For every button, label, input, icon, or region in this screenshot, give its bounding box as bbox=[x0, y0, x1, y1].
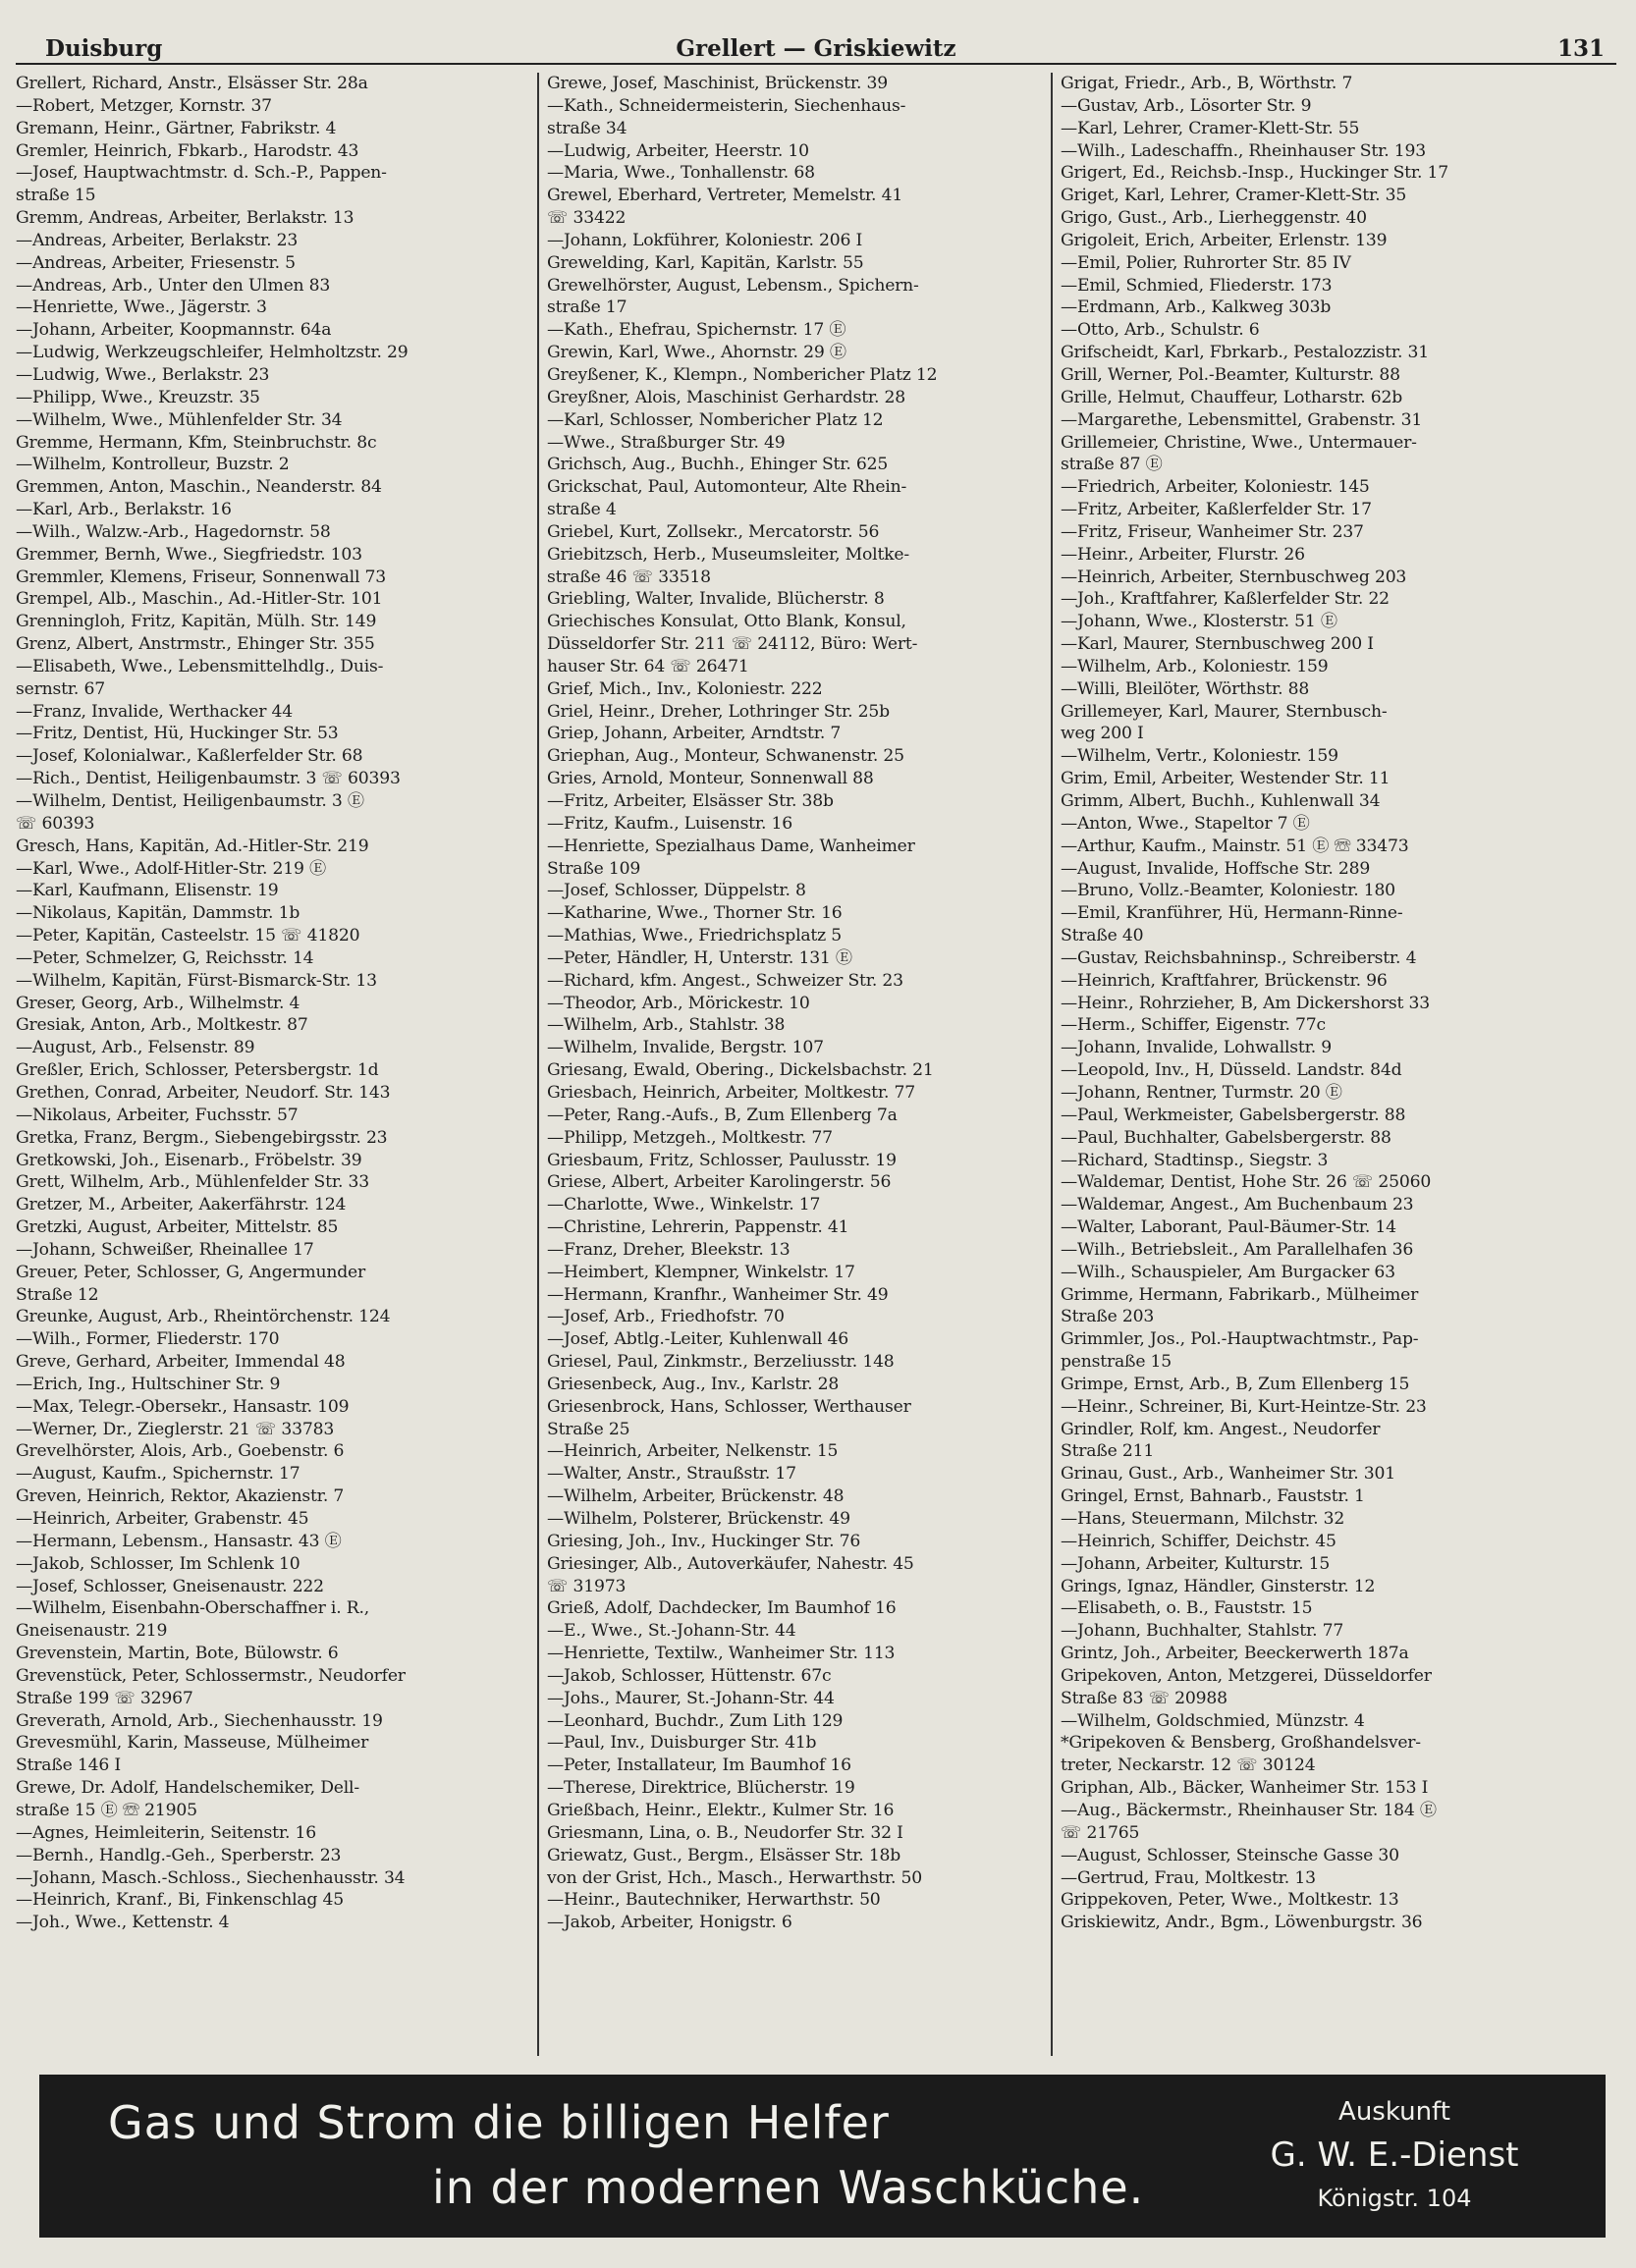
directory-entry: Gremmer, Bernh, Wwe., Siegfriedstr. 103 bbox=[16, 544, 362, 565]
directory-entry: —Hans, Steuermann, Milchstr. 32 bbox=[1061, 1509, 1345, 1529]
directory-entry: von der Grist, Hch., Masch., Herwarthstr. 50 bbox=[547, 1867, 922, 1888]
directory-entry: Grillemeier, Christine, Wwe., Untermauer- bbox=[1061, 432, 1417, 453]
directory-entry: —Wilhelm, Eisenbahn-Oberschaffner i. R., bbox=[16, 1598, 369, 1619]
directory-entry: Greser, Georg, Arb., Wilhelmstr. 4 bbox=[16, 993, 300, 1013]
directory-entry: Grindler, Rolf, km. Angest., Neudorfer bbox=[1061, 1419, 1381, 1439]
directory-entry: —Josef, Schlosser, Düppelstr. 8 bbox=[547, 881, 806, 901]
directory-entry: Gringel, Ernst, Bahnarb., Fauststr. 1 bbox=[1061, 1486, 1365, 1507]
directory-entry: Grief, Mich., Inv., Koloniestr. 222 bbox=[547, 678, 823, 699]
directory-entry: Grewin, Karl, Wwe., Ahornstr. 29 Ⓔ bbox=[547, 343, 846, 363]
directory-entry: —Karl, Schlosser, Nombericher Platz 12 bbox=[547, 409, 884, 430]
directory-entry: Grewel, Eberhard, Vertreter, Memelstr. 41 bbox=[547, 186, 903, 206]
directory-entry: —Walter, Anstr., Straußstr. 17 bbox=[547, 1464, 796, 1485]
directory-entry: —Gustav, Reichsbahninsp., Schreiberstr. 4 bbox=[1061, 947, 1417, 968]
directory-entry: —Wilhelm, Goldschmied, Münzstr. 4 bbox=[1061, 1710, 1365, 1731]
directory-entry: —Hermann, Lebensm., Hansastr. 43 Ⓔ bbox=[16, 1531, 342, 1551]
directory-entry: —Gustav, Arb., Lösorter Str. 9 bbox=[1061, 95, 1312, 116]
directory-entry: Grimm, Albert, Buchh., Kuhlenwall 34 bbox=[1061, 791, 1381, 811]
directory-entry: —Henriette, Wwe., Jägerstr. 3 bbox=[16, 297, 267, 318]
directory-entry: *Gripekoven & Bensberg, Großhandelsver- bbox=[1061, 1733, 1421, 1754]
directory-entry: —Karl, Wwe., Adolf-Hitler-Str. 219 Ⓔ bbox=[16, 858, 326, 879]
directory-entry: —Friedrich, Arbeiter, Koloniestr. 145 bbox=[1061, 477, 1370, 498]
directory-entry: —Josef, Arb., Friedhofstr. 70 bbox=[547, 1307, 785, 1327]
directory-entry: Gremann, Heinr., Gärtner, Fabrikstr. 4 bbox=[16, 118, 337, 138]
directory-entry: Griesbach, Heinrich, Arbeiter, Moltkestr. 77 bbox=[547, 1082, 915, 1103]
directory-entry: —Jakob, Schlosser, Im Schlenk 10 bbox=[16, 1553, 300, 1574]
directory-entry: Gripekoven, Anton, Metzgerei, Düsseldorfer bbox=[1061, 1665, 1432, 1686]
directory-entry: Grewe, Dr. Adolf, Handelschemiker, Dell- bbox=[16, 1778, 359, 1799]
directory-entry: —Wilh., Betriebsleit., Am Parallelhafen 36 bbox=[1061, 1239, 1414, 1260]
directory-entry: penstraße 15 bbox=[1061, 1352, 1172, 1373]
directory-entry: Grigoleit, Erich, Arbeiter, Erlenstr. 139 bbox=[1061, 230, 1388, 250]
directory-entry: treter, Neckarstr. 12 ☏ 30124 bbox=[1061, 1755, 1316, 1776]
directory-entry: Straße 146 I bbox=[16, 1755, 121, 1776]
directory-entry: —Christine, Lehrerin, Pappenstr. 41 bbox=[547, 1217, 849, 1238]
directory-entry: —Kath., Ehefrau, Spichernstr. 17 Ⓔ bbox=[547, 320, 846, 341]
directory-entry: —Leopold, Inv., H, Düsseld. Landstr. 84d bbox=[1061, 1060, 1402, 1081]
directory-entry: —Joh., Kraftfahrer, Kaßlerfelder Str. 22 bbox=[1061, 589, 1390, 610]
directory-entry: Gresiak, Anton, Arb., Moltkestr. 87 bbox=[16, 1015, 308, 1036]
directory-entry: —Elisabeth, Wwe., Lebensmittelhdlg., Duis- bbox=[16, 656, 384, 676]
directory-entry: —Henriette, Textilw., Wanheimer Str. 113 bbox=[547, 1644, 896, 1664]
column-2 bbox=[537, 73, 1050, 2056]
directory-entry: —Nikolaus, Arbeiter, Fuchsstr. 57 bbox=[16, 1105, 299, 1125]
directory-entry: —Heimbert, Klempner, Winkelstr. 17 bbox=[547, 1262, 855, 1282]
directory-entry: —Philipp, Metzgeh., Moltkestr. 77 bbox=[547, 1127, 833, 1148]
directory-entry: —Andreas, Arbeiter, Friesenstr. 5 bbox=[16, 252, 296, 273]
directory-entry: Greunke, August, Arb., Rheintörchenstr. 124 bbox=[16, 1307, 391, 1327]
directory-entry: Greve, Gerhard, Arbeiter, Immendal 48 bbox=[16, 1352, 346, 1373]
directory-entry: Grenningloh, Fritz, Kapitän, Mülh. Str. 149 bbox=[16, 612, 377, 632]
directory-entry: Grevelhörster, Alois, Arb., Goebenstr. 6 bbox=[16, 1441, 345, 1462]
directory-entry: Greverath, Arnold, Arb., Siechenhausstr. 19 bbox=[16, 1710, 383, 1731]
directory-entry: —Heinr., Bautechniker, Herwarthstr. 50 bbox=[547, 1890, 881, 1911]
directory-entry: —Fritz, Arbeiter, Elsässer Str. 38b bbox=[547, 791, 834, 811]
directory-entry: sernstr. 67 bbox=[16, 678, 105, 699]
directory-entry: —Karl, Lehrer, Cramer-Klett-Str. 55 bbox=[1061, 118, 1360, 138]
directory-entry: —E., Wwe., St.-Johann-Str. 44 bbox=[547, 1621, 796, 1642]
directory-entry: Straße 211 bbox=[1061, 1441, 1155, 1462]
directory-entry: Greven, Heinrich, Rektor, Akazienstr. 7 bbox=[16, 1486, 345, 1507]
directory-entry: Grießbach, Heinr., Elektr., Kulmer Str. 16 bbox=[547, 1800, 895, 1820]
directory-entry: —Richard, Stadtinsp., Siegstr. 3 bbox=[1061, 1150, 1329, 1170]
directory-entry: —Heinrich, Kraftfahrer, Brückenstr. 96 bbox=[1061, 970, 1388, 991]
directory-entry: —Fritz, Arbeiter, Kaßlerfelder Str. 17 bbox=[1061, 500, 1372, 520]
directory-entry: Griesing, Joh., Inv., Huckinger Str. 76 bbox=[547, 1531, 861, 1551]
directory-entry: —Heinrich, Arbeiter, Sternbuschweg 203 bbox=[1061, 567, 1407, 587]
directory-entry: —Richard, kfm. Angest., Schweizer Str. 23 bbox=[547, 970, 903, 991]
directory-entry: —Johann, Invalide, Lohwallstr. 9 bbox=[1061, 1038, 1333, 1058]
directory-entry: —Peter, Kapitän, Casteelstr. 15 ☏ 41820 bbox=[16, 926, 360, 946]
directory-entry: Grevenstein, Martin, Bote, Bülowstr. 6 bbox=[16, 1644, 339, 1664]
directory-entry: Grichsch, Aug., Buchh., Ehinger Str. 625 bbox=[547, 455, 889, 475]
directory-entry: Gretka, Franz, Bergm., Siebengebirgsstr. 23 bbox=[16, 1127, 388, 1148]
ad-slogan-line-1: Gas und Strom die billigen Helfer bbox=[108, 2096, 890, 2149]
directory-entry: Grigat, Friedr., Arb., B, Wörthstr. 7 bbox=[1061, 74, 1353, 93]
directory-entry: —Waldemar, Angest., Am Buchenbaum 23 bbox=[1061, 1195, 1414, 1215]
directory-entry: Grewe, Josef, Maschinist, Brückenstr. 39 bbox=[547, 74, 888, 93]
directory-entry: —Herm., Schiffer, Eigenstr. 77c bbox=[1061, 1015, 1326, 1036]
directory-entry: Grempel, Alb., Maschin., Ad.-Hitler-Str. 101 bbox=[16, 589, 383, 610]
directory-entry: —Bruno, Vollz.-Beamter, Koloniestr. 180 bbox=[1061, 881, 1395, 901]
directory-entry: Grinau, Gust., Arb., Wanheimer Str. 301 bbox=[1061, 1464, 1396, 1485]
directory-entry: Gremmler, Klemens, Friseur, Sonnenwall 73 bbox=[16, 567, 386, 587]
directory-entry: straße 87 Ⓔ bbox=[1061, 455, 1163, 475]
directory-entry: Grintz, Joh., Arbeiter, Beeckerwerth 187a bbox=[1061, 1644, 1409, 1664]
directory-entry: Greuer, Peter, Schlosser, G, Angermunder bbox=[16, 1262, 366, 1282]
directory-entry: Grifscheidt, Karl, Fbrkarb., Pestalozzistr. 31 bbox=[1061, 343, 1430, 363]
directory-entry: ☏ 21765 bbox=[1061, 1822, 1140, 1843]
directory-entry: —Peter, Schmelzer, G, Reichsstr. 14 bbox=[16, 947, 314, 968]
directory-entry: Griewatz, Gust., Bergm., Elsässer Str. 18b bbox=[547, 1845, 901, 1865]
directory-entry: —Johann, Buchhalter, Stahlstr. 77 bbox=[1061, 1621, 1344, 1642]
directory-entry: —August, Arb., Felsenstr. 89 bbox=[16, 1038, 255, 1058]
directory-entry: Griesinger, Alb., Autoverkäufer, Nahestr. 45 bbox=[547, 1553, 914, 1574]
directory-entry: Straße 199 ☏ 32967 bbox=[16, 1688, 193, 1708]
directory-entry: —Gertrud, Frau, Moltkestr. 13 bbox=[1061, 1867, 1316, 1888]
directory-entry: —Johann, Masch.-Schloss., Siechenhausstr. 34 bbox=[16, 1867, 406, 1888]
directory-entry: —Wilh., Ladeschaffn., Rheinhauser Str. 193 bbox=[1061, 140, 1426, 161]
directory-entry: Gretzki, August, Arbeiter, Mittelstr. 85 bbox=[16, 1217, 339, 1238]
column-3 bbox=[1051, 73, 1622, 2056]
directory-entry: Gries, Arnold, Monteur, Sonnenwall 88 bbox=[547, 769, 874, 789]
directory-entry: —Paul, Buchhalter, Gabelsbergerstr. 88 bbox=[1061, 1127, 1391, 1148]
directory-entry: —Fritz, Dentist, Hü, Huckinger Str. 53 bbox=[16, 724, 339, 744]
directory-entry: —Anton, Wwe., Stapeltor 7 Ⓔ bbox=[1061, 813, 1310, 834]
directory-entry: straße 34 bbox=[547, 118, 627, 138]
directory-entry: Grevesmühl, Karin, Masseuse, Mülheimer bbox=[16, 1733, 369, 1754]
directory-entry: Straße 12 bbox=[16, 1284, 99, 1305]
directory-entry: Grewelhörster, August, Lebensm., Spichern- bbox=[547, 275, 919, 296]
directory-entry: —Agnes, Heimleiterin, Seitenstr. 16 bbox=[16, 1822, 316, 1843]
directory-entry: —Henriette, Spezialhaus Dame, Wanheimer bbox=[547, 836, 915, 856]
directory-entry: weg 200 I bbox=[1061, 724, 1144, 744]
directory-entry: —Emil, Polier, Ruhrorter Str. 85 IV bbox=[1061, 252, 1351, 273]
directory-entry: Griget, Karl, Lehrer, Cramer-Klett-Str. 35 bbox=[1061, 186, 1407, 206]
directory-entry: —Leonhard, Buchdr., Zum Lith 129 bbox=[547, 1710, 844, 1731]
directory-entry: —Elisabeth, o. B., Fauststr. 15 bbox=[1061, 1598, 1313, 1619]
directory-entry: Greßler, Erich, Schlosser, Petersbergstr. 1d bbox=[16, 1060, 379, 1081]
directory-entry: Grethen, Conrad, Arbeiter, Neudorf. Str. 143 bbox=[16, 1082, 391, 1103]
ad-contact bbox=[1198, 2092, 1591, 2218]
directory-entry: Gremme, Hermann, Kfm, Steinbruchstr. 8c bbox=[16, 432, 377, 453]
directory-entry: Grett, Wilhelm, Arb., Mühlenfelder Str. 33 bbox=[16, 1172, 369, 1193]
directory-entry: Griephan, Aug., Monteur, Schwanenstr. 25 bbox=[547, 746, 904, 767]
directory-entry: straße 15 bbox=[16, 186, 96, 206]
directory-entry: Grigert, Ed., Reichsb.-Insp., Huckinger Str. 17 bbox=[1061, 163, 1449, 184]
directory-entry: Grigo, Gust., Arb., Lierheggenstr. 40 bbox=[1061, 208, 1367, 229]
directory-entry: —Walter, Laborant, Paul-Bäumer-Str. 14 bbox=[1061, 1217, 1396, 1238]
directory-entry: —Heinr., Arbeiter, Flurstr. 26 bbox=[1061, 544, 1305, 565]
directory-entry: —Johs., Maurer, St.-Johann-Str. 44 bbox=[547, 1688, 835, 1708]
ad-contact-name: G. W. E.-Dienst bbox=[1270, 2135, 1519, 2175]
directory-entry: —Aug., Bäckermstr., Rheinhauser Str. 184 Ⓔ bbox=[1061, 1800, 1437, 1820]
directory-entry: straße 15 Ⓔ ☏ 21905 bbox=[16, 1800, 197, 1820]
directory-entry: —Jakob, Schlosser, Hüttenstr. 67c bbox=[547, 1665, 832, 1686]
directory-entry: —Waldemar, Dentist, Hohe Str. 26 ☏ 25060 bbox=[1061, 1172, 1432, 1193]
ad-slogan-line-2: in der modernen Waschküche. bbox=[432, 2161, 1145, 2214]
directory-entry: —Paul, Werkmeister, Gabelsbergerstr. 88 bbox=[1061, 1105, 1406, 1125]
directory-entry: —Emil, Schmied, Fliederstr. 173 bbox=[1061, 275, 1333, 296]
directory-entry: Grillemeyer, Karl, Maurer, Sternbusch- bbox=[1061, 701, 1388, 722]
directory-entry: —Johann, Lokführer, Koloniestr. 206 I bbox=[547, 230, 863, 250]
advertisement-banner bbox=[39, 2075, 1606, 2238]
directory-entry: Gretzer, M., Arbeiter, Aakerfährstr. 124 bbox=[16, 1195, 347, 1215]
directory-entry: Grenz, Albert, Anstrmstr., Ehinger Str. 355 bbox=[16, 634, 375, 655]
directory-entry: Straße 40 bbox=[1061, 926, 1144, 946]
directory-entry: —Bernh., Handlg.-Geh., Sperberstr. 23 bbox=[16, 1845, 342, 1865]
directory-entry: —Josef, Abtlg.-Leiter, Kuhlenwall 46 bbox=[547, 1329, 849, 1350]
directory-entry: Griesang, Ewald, Obering., Dickelsbachstr. 21 bbox=[547, 1060, 934, 1081]
header-name-range: Grellert — Griskiewitz bbox=[676, 35, 956, 62]
directory-entry: Grille, Helmut, Chauffeur, Lotharstr. 62b bbox=[1061, 387, 1403, 407]
directory-entry: —August, Schlosser, Steinsche Gasse 30 bbox=[1061, 1845, 1399, 1865]
directory-entry: Grippekoven, Peter, Wwe., Moltkestr. 13 bbox=[1061, 1890, 1399, 1911]
directory-entry: —August, Invalide, Hoffsche Str. 289 bbox=[1061, 858, 1371, 879]
directory-entry: Griebel, Kurt, Zollsekr., Mercatorstr. 56 bbox=[547, 521, 880, 542]
directory-entry: —Johann, Arbeiter, Kulturstr. 15 bbox=[1061, 1553, 1331, 1574]
directory-entry: —Otto, Arb., Schulstr. 6 bbox=[1061, 320, 1260, 341]
directory-entry: —Philipp, Wwe., Kreuzstr. 35 bbox=[16, 387, 260, 407]
directory-entry: —Wilhelm, Kapitän, Fürst-Bismarck-Str. 13 bbox=[16, 970, 377, 991]
directory-entry: Grellert, Richard, Anstr., Elsässer Str. 28a bbox=[16, 74, 368, 93]
directory-entry: Griesel, Paul, Zinkmstr., Berzeliusstr. 148 bbox=[547, 1352, 895, 1373]
page-header bbox=[16, 29, 1616, 65]
directory-entry: —Wilhelm, Invalide, Bergstr. 107 bbox=[547, 1038, 824, 1058]
directory-entry: Griesmann, Lina, o. B., Neudorfer Str. 32 I bbox=[547, 1822, 903, 1843]
directory-entry: Grim, Emil, Arbeiter, Westender Str. 11 bbox=[1061, 769, 1391, 789]
directory-entry: Grimpe, Ernst, Arb., B, Zum Ellenberg 15 bbox=[1061, 1374, 1410, 1394]
directory-entry: —Wilhelm, Arb., Stahlstr. 38 bbox=[547, 1015, 786, 1036]
directory-entry: —Wilh., Schauspieler, Am Burgacker 63 bbox=[1061, 1262, 1395, 1282]
directory-entry: —Karl, Maurer, Sternbuschweg 200 I bbox=[1061, 634, 1374, 655]
directory-entry: —Fritz, Kaufm., Luisenstr. 16 bbox=[547, 813, 793, 834]
directory-entry: —Theodor, Arb., Mörickestr. 10 bbox=[547, 993, 810, 1013]
directory-entry: —Mathias, Wwe., Friedrichsplatz 5 bbox=[547, 926, 842, 946]
directory-entry: —August, Kaufm., Spichernstr. 17 bbox=[16, 1464, 300, 1485]
directory-entry: Griel, Heinr., Dreher, Lothringer Str. 25b bbox=[547, 701, 890, 722]
directory-entry: Grevenstück, Peter, Schlossermstr., Neudorfer bbox=[16, 1665, 406, 1686]
directory-entry: —Wilhelm, Arb., Koloniestr. 159 bbox=[1061, 656, 1329, 676]
directory-entry: Griesenbrock, Hans, Schlosser, Werthauser bbox=[547, 1396, 911, 1417]
directory-entry: Gremmen, Anton, Maschin., Neanderstr. 84 bbox=[16, 477, 382, 498]
directory-entry: Grimmler, Jos., Pol.-Hauptwachtmstr., Pap- bbox=[1061, 1329, 1419, 1350]
ad-contact-label: Auskunft bbox=[1338, 2097, 1450, 2127]
directory-entry: Griesenbeck, Aug., Inv., Karlstr. 28 bbox=[547, 1374, 840, 1394]
directory-entry: —Heinr., Schreiner, Bi, Kurt-Heintze-Str. 23 bbox=[1061, 1396, 1427, 1417]
directory-entry: Griese, Albert, Arbeiter Karolingerstr. 56 bbox=[547, 1172, 892, 1193]
directory-entry: —Johann, Wwe., Klosterstr. 51 Ⓔ bbox=[1061, 612, 1337, 632]
directory-entry: Gneisenaustr. 219 bbox=[16, 1621, 168, 1642]
directory-entry: —Kath., Schneidermeisterin, Siechenhaus- bbox=[547, 95, 906, 116]
directory-entry: Straße 25 bbox=[547, 1419, 630, 1439]
directory-entry: Griebling, Walter, Invalide, Blücherstr. 8 bbox=[547, 589, 885, 610]
directory-entry: —Fritz, Friseur, Wanheimer Str. 237 bbox=[1061, 521, 1364, 542]
directory-entry: Grickschat, Paul, Automonteur, Alte Rhein- bbox=[547, 477, 907, 498]
directory-entry: —Wilhelm, Kontrolleur, Buzstr. 2 bbox=[16, 455, 290, 475]
directory-entry: —Wilhelm, Wwe., Mühlenfelder Str. 34 bbox=[16, 409, 343, 430]
directory-entry: Griphan, Alb., Bäcker, Wanheimer Str. 153 I bbox=[1061, 1778, 1429, 1799]
directory-entry: —Max, Telegr.-Obersekr., Hansastr. 109 bbox=[16, 1396, 350, 1417]
directory-entry: —Peter, Händler, H, Unterstr. 131 Ⓔ bbox=[547, 947, 852, 968]
directory-entry: Grieß, Adolf, Dachdecker, Im Baumhof 16 bbox=[547, 1598, 897, 1619]
directory-entry: —Willi, Bleilöter, Wörthstr. 88 bbox=[1061, 678, 1310, 699]
directory-entry: —Maria, Wwe., Tonhallenstr. 68 bbox=[547, 163, 815, 184]
directory-entry: straße 17 bbox=[547, 297, 627, 318]
directory-entry: —Robert, Metzger, Kornstr. 37 bbox=[16, 95, 272, 116]
directory-entry: —Wilhelm, Dentist, Heiligenbaumstr. 3 Ⓔ bbox=[16, 791, 364, 811]
directory-entry: Greyßner, Alois, Maschinist Gerhardstr. 28 bbox=[547, 387, 906, 407]
directory-entry: —Andreas, Arb., Unter den Ulmen 83 bbox=[16, 275, 331, 296]
directory-entry: straße 46 ☏ 33518 bbox=[547, 567, 711, 587]
directory-entry: —Wilhelm, Vertr., Koloniestr. 159 bbox=[1061, 746, 1338, 767]
directory-entry: —Emil, Kranführer, Hü, Hermann-Rinne- bbox=[1061, 903, 1403, 924]
directory-entry: Grings, Ignaz, Händler, Ginsterstr. 12 bbox=[1061, 1576, 1376, 1596]
directory-entry: —Wilh., Walzw.-Arb., Hagedornstr. 58 bbox=[16, 521, 331, 542]
directory-entry: Griep, Johann, Arbeiter, Arndtstr. 7 bbox=[547, 724, 842, 744]
directory-entry: —Heinrich, Kranf., Bi, Finkenschlag 45 bbox=[16, 1890, 344, 1911]
directory-entry: —Peter, Installateur, Im Baumhof 16 bbox=[547, 1755, 851, 1776]
directory-entry: Grewelding, Karl, Kapitän, Karlstr. 55 bbox=[547, 252, 864, 273]
directory-entry: Straße 203 bbox=[1061, 1307, 1155, 1327]
directory-entry: —Arthur, Kaufm., Mainstr. 51 Ⓔ ☏ 33473 bbox=[1061, 836, 1409, 856]
directory-entry: —Peter, Rang.-Aufs., B, Zum Ellenberg 7a bbox=[547, 1105, 898, 1125]
directory-entry: —Heinr., Rohrzieher, B, Am Dickershorst 33 bbox=[1061, 993, 1430, 1013]
directory-entry: Griechisches Konsulat, Otto Blank, Konsul, bbox=[547, 612, 906, 632]
directory-entry: ☏ 60393 bbox=[16, 813, 95, 834]
directory-entry: —Johann, Rentner, Turmstr. 20 Ⓔ bbox=[1061, 1082, 1342, 1103]
directory-entry: —Josef, Schlosser, Gneisenaustr. 222 bbox=[16, 1576, 324, 1596]
directory-entry: —Erdmann, Arb., Kalkweg 303b bbox=[1061, 297, 1332, 318]
directory-entry: —Jakob, Arbeiter, Honigstr. 6 bbox=[547, 1913, 792, 1933]
directory-entry: —Karl, Arb., Berlakstr. 16 bbox=[16, 500, 232, 520]
directory-entry: —Heinrich, Arbeiter, Grabenstr. 45 bbox=[16, 1509, 309, 1529]
directory-entry: —Josef, Hauptwachtmstr. d. Sch.-P., Pappen- bbox=[16, 163, 387, 184]
directory-entry: —Margarethe, Lebensmittel, Grabenstr. 31 bbox=[1061, 409, 1423, 430]
directory-entry: —Paul, Inv., Duisburger Str. 41b bbox=[547, 1733, 817, 1754]
directory-entry: Greyßener, K., Klempn., Nombericher Platz 12 bbox=[547, 364, 938, 385]
page-number: 131 bbox=[1556, 35, 1605, 62]
directory-entry: Grill, Werner, Pol.-Beamter, Kulturstr. 88 bbox=[1061, 364, 1400, 385]
directory-entry: Gremler, Heinrich, Fbkarb., Harodstr. 43 bbox=[16, 140, 359, 161]
directory-entry: —Josef, Kolonialwar., Kaßlerfelder Str. 68 bbox=[16, 746, 363, 767]
directory-entry: Grimme, Hermann, Fabrikarb., Mülheimer bbox=[1061, 1284, 1419, 1305]
directory-entry: straße 4 bbox=[547, 500, 617, 520]
directory-entry: —Johann, Schweißer, Rheinallee 17 bbox=[16, 1239, 314, 1260]
directory-entry: —Franz, Invalide, Werthacker 44 bbox=[16, 701, 293, 722]
directory-entry: —Franz, Dreher, Bleekstr. 13 bbox=[547, 1239, 791, 1260]
directory-entry: hauser Str. 64 ☏ 26471 bbox=[547, 656, 749, 676]
directory-entry: ☏ 31973 bbox=[547, 1576, 627, 1596]
directory-entry: —Andreas, Arbeiter, Berlakstr. 23 bbox=[16, 230, 299, 250]
directory-entry: —Ludwig, Arbeiter, Heerstr. 10 bbox=[547, 140, 809, 161]
directory-entry: —Karl, Kaufmann, Elisenstr. 19 bbox=[16, 881, 279, 901]
directory-entry: Gretkowski, Joh., Eisenarb., Fröbelstr. 39 bbox=[16, 1150, 362, 1170]
directory-entry: —Therese, Direktrice, Blücherstr. 19 bbox=[547, 1778, 855, 1799]
directory-entry: —Wilh., Former, Fliederstr. 170 bbox=[16, 1329, 280, 1350]
directory-columns bbox=[16, 73, 1622, 2056]
directory-entry: —Rich., Dentist, Heiligenbaumstr. 3 ☏ 60393 bbox=[16, 769, 401, 789]
directory-entry: —Hermann, Kranfhr., Wanheimer Str. 49 bbox=[547, 1284, 889, 1305]
directory-entry: —Ludwig, Wwe., Berlakstr. 23 bbox=[16, 364, 270, 385]
directory-entry: —Charlotte, Wwe., Winkelstr. 17 bbox=[547, 1195, 821, 1215]
directory-entry: Griebitzsch, Herb., Museumsleiter, Moltke- bbox=[547, 544, 909, 565]
directory-entry: —Katharine, Wwe., Thorner Str. 16 bbox=[547, 903, 843, 924]
directory-entry: Griesbaum, Fritz, Schlosser, Paulusstr. 19 bbox=[547, 1150, 897, 1170]
directory-entry: —Heinrich, Arbeiter, Nelkenstr. 15 bbox=[547, 1441, 839, 1462]
directory-entry: —Joh., Wwe., Kettenstr. 4 bbox=[16, 1913, 230, 1933]
directory-entry: —Erich, Ing., Hultschiner Str. 9 bbox=[16, 1374, 281, 1394]
directory-entry: Gresch, Hans, Kapitän, Ad.-Hitler-Str. 219 bbox=[16, 836, 369, 856]
directory-entry: —Heinrich, Schiffer, Deichstr. 45 bbox=[1061, 1531, 1336, 1551]
directory-entry: Gremm, Andreas, Arbeiter, Berlakstr. 13 bbox=[16, 208, 354, 229]
directory-entry: —Werner, Dr., Zieglerstr. 21 ☏ 33783 bbox=[16, 1419, 335, 1439]
directory-entry: —Wwe., Straßburger Str. 49 bbox=[547, 432, 786, 453]
column-1 bbox=[16, 73, 518, 2056]
directory-entry: —Wilhelm, Polsterer, Brückenstr. 49 bbox=[547, 1509, 850, 1529]
header-city: Duisburg bbox=[45, 35, 163, 62]
directory-entry: ☏ 33422 bbox=[547, 208, 627, 229]
directory-entry: —Wilhelm, Arbeiter, Brückenstr. 48 bbox=[547, 1486, 845, 1507]
directory-entry: Düsseldorfer Str. 211 ☏ 24112, Büro: Wert- bbox=[547, 634, 918, 655]
directory-entry: —Ludwig, Werkzeugschleifer, Helmholtzstr. 29 bbox=[16, 343, 409, 363]
directory-entry: Straße 83 ☏ 20988 bbox=[1061, 1688, 1227, 1708]
ad-contact-address: Königstr. 104 bbox=[1317, 2185, 1472, 2212]
directory-entry: Griskiewitz, Andr., Bgm., Löwenburgstr. 36 bbox=[1061, 1913, 1423, 1933]
directory-entry: —Nikolaus, Kapitän, Dammstr. 1b bbox=[16, 903, 300, 924]
directory-entry: —Johann, Arbeiter, Koopmannstr. 64a bbox=[16, 320, 332, 341]
directory-entry: Straße 109 bbox=[547, 858, 641, 879]
